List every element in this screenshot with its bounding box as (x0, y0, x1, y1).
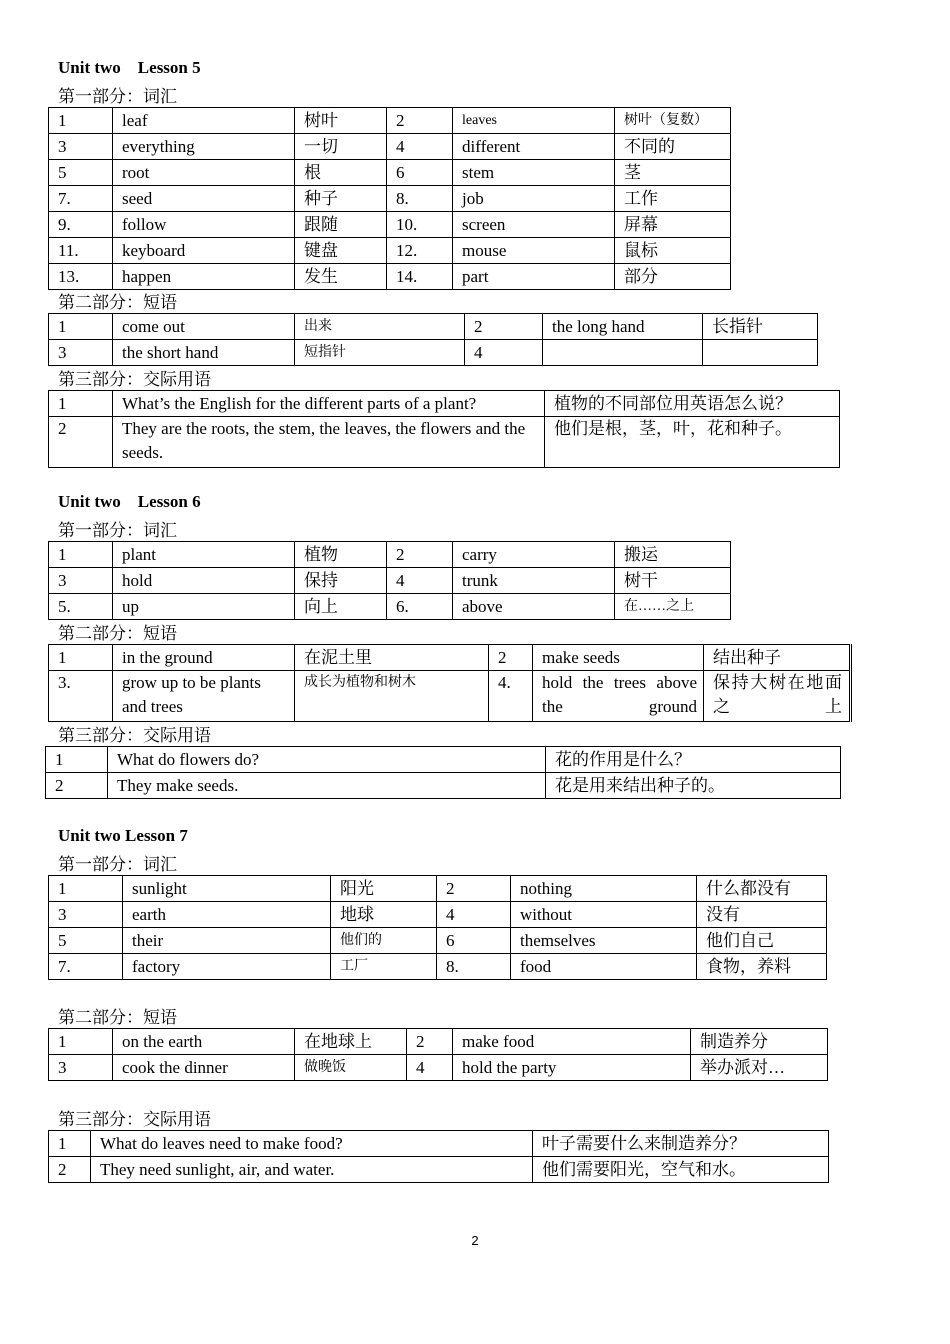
meaning: 保持 (295, 568, 387, 594)
chinese: 植物的不同部位用英语怎么说？ (545, 391, 840, 417)
num: 3 (49, 134, 113, 160)
meaning: 地球 (331, 902, 437, 928)
english: They need sunlight, air, and water. (91, 1157, 533, 1183)
word: leaf (113, 108, 295, 134)
meaning: 什么都没有 (697, 876, 827, 902)
phrase (543, 340, 703, 366)
meaning: 阳光 (331, 876, 437, 902)
word: everything (113, 134, 295, 160)
phrase: grow up to be plants and trees (113, 671, 295, 722)
word: root (113, 160, 295, 186)
word: keyboard (113, 238, 295, 264)
num: 1 (49, 876, 123, 902)
meaning: 向上 (295, 594, 387, 620)
num: 7. (49, 186, 113, 212)
chinese: 花是用来结出种子的。 (546, 773, 841, 799)
table-row (49, 645, 851, 671)
num: 4. (489, 671, 533, 722)
meaning: 制造养分 (691, 1029, 828, 1055)
meaning: 屏幕 (615, 212, 731, 238)
table-row (49, 928, 827, 954)
meaning: 在泥土里 (295, 645, 489, 671)
num: 3 (49, 902, 123, 928)
table-row (49, 314, 818, 340)
num: 14. (387, 264, 453, 290)
meaning: 保持大树在地面之上 (704, 671, 851, 722)
num: 8. (387, 186, 453, 212)
lesson6-dialog-label: 第三部分：交际用语 (58, 726, 211, 745)
english: What do leaves need to make food? (91, 1131, 533, 1157)
num: 1 (49, 1131, 91, 1157)
meaning: 他们的 (331, 928, 437, 954)
table-row (49, 542, 731, 568)
lesson7-vocab-table (48, 875, 827, 980)
meaning: 种子 (295, 186, 387, 212)
word: earth (123, 902, 331, 928)
num: 7. (49, 954, 123, 980)
lesson5-vocab-table (48, 107, 731, 290)
lesson5-phrase-label: 第二部分：短语 (58, 293, 177, 312)
table-row (49, 212, 731, 238)
num: 8. (437, 954, 511, 980)
meaning: 长指针 (703, 314, 818, 340)
lesson7-dialog-table (48, 1130, 829, 1183)
phrase: come out (113, 314, 295, 340)
table-row (49, 391, 840, 417)
table-row (49, 902, 827, 928)
num: 4 (387, 568, 453, 594)
lesson7-title: Unit two Lesson 7 (58, 826, 188, 845)
word: sunlight (123, 876, 331, 902)
num: 4 (407, 1055, 453, 1081)
meaning: 工厂 (331, 954, 437, 980)
table-row (49, 134, 731, 160)
lesson7-phrase-label: 第二部分：短语 (58, 1008, 177, 1027)
lesson7-dialog-label: 第三部分：交际用语 (58, 1110, 211, 1129)
word: stem (453, 160, 615, 186)
num: 6 (437, 928, 511, 954)
num: 2 (489, 645, 533, 671)
lesson6-vocab-table (48, 541, 731, 620)
table-row (49, 186, 731, 212)
num: 1 (49, 645, 113, 671)
num: 4 (387, 134, 453, 160)
meaning: 成长为植物和树木 (295, 671, 489, 722)
word: follow (113, 212, 295, 238)
phrase: make food (453, 1029, 691, 1055)
num: 1 (49, 542, 113, 568)
num: 9. (49, 212, 113, 238)
chinese: 他们需要阳光，空气和水。 (533, 1157, 829, 1183)
word: part (453, 264, 615, 290)
chinese: 他们是根，茎，叶，花和种子。 (545, 417, 840, 468)
num: 2 (437, 876, 511, 902)
table-row (49, 264, 731, 290)
english: What’s the English for the different parts of a plant? (113, 391, 545, 417)
meaning: 发生 (295, 264, 387, 290)
meaning: 不同的 (615, 134, 731, 160)
num: 5 (49, 928, 123, 954)
lesson5-title: Unit two Lesson 5 (58, 58, 201, 77)
word: hold (113, 568, 295, 594)
table-row (49, 417, 840, 468)
meaning: 做晚饭 (295, 1055, 407, 1081)
meaning: 短指针 (295, 340, 465, 366)
word: seed (113, 186, 295, 212)
num: 2 (407, 1029, 453, 1055)
num: 1 (49, 1029, 113, 1055)
meaning: 在……之上 (615, 594, 731, 620)
page-number: 2 (471, 1233, 479, 1248)
num: 4 (437, 902, 511, 928)
meaning: 鼠标 (615, 238, 731, 264)
meaning: 部分 (615, 264, 731, 290)
lesson6-title: Unit two Lesson 6 (58, 492, 201, 511)
word: different (453, 134, 615, 160)
table-row (49, 1055, 828, 1081)
word: plant (113, 542, 295, 568)
word: happen (113, 264, 295, 290)
lesson6-phrase-label: 第二部分：短语 (58, 624, 177, 643)
chinese: 叶子需要什么来制造养分？ (533, 1131, 829, 1157)
lesson6-phrase-table (48, 644, 852, 722)
meaning: 举办派对… (691, 1055, 828, 1081)
word: leaves (453, 108, 615, 134)
num: 2 (465, 314, 543, 340)
table-row (49, 1029, 828, 1055)
word: job (453, 186, 615, 212)
lesson5-vocab-label: 第一部分：词汇 (58, 87, 177, 106)
word: food (511, 954, 697, 980)
meaning: 结出种子 (704, 645, 851, 671)
meaning: 工作 (615, 186, 731, 212)
table-row (49, 160, 731, 186)
num: 1 (49, 391, 113, 417)
phrase: cook the dinner (113, 1055, 295, 1081)
num: 6. (387, 594, 453, 620)
meaning: 键盘 (295, 238, 387, 264)
phrase: hold the trees above the ground (533, 671, 704, 722)
table-row (49, 594, 731, 620)
meaning: 没有 (697, 902, 827, 928)
num: 5. (49, 594, 113, 620)
lesson7-vocab-label: 第一部分：词汇 (58, 855, 177, 874)
meaning: 食物，养料 (697, 954, 827, 980)
phrase: the long hand (543, 314, 703, 340)
english: They are the roots, the stem, the leaves, the flowers and the seeds. (113, 417, 545, 468)
num: 12. (387, 238, 453, 264)
phrase: in the ground (113, 645, 295, 671)
meaning: 他们自己 (697, 928, 827, 954)
num: 1 (46, 747, 108, 773)
word: mouse (453, 238, 615, 264)
lesson6-vocab-label: 第一部分：词汇 (58, 521, 177, 540)
word: without (511, 902, 697, 928)
num: 3 (49, 1055, 113, 1081)
num: 2 (49, 417, 113, 468)
english: They make seeds. (108, 773, 546, 799)
num: 11. (49, 238, 113, 264)
word: trunk (453, 568, 615, 594)
num: 2 (387, 542, 453, 568)
meaning: 树叶 (295, 108, 387, 134)
table-row (49, 1131, 829, 1157)
num: 3. (49, 671, 113, 722)
phrase: the short hand (113, 340, 295, 366)
lesson7-phrase-table (48, 1028, 828, 1081)
num: 6 (387, 160, 453, 186)
num: 3 (49, 340, 113, 366)
table-row (49, 340, 818, 366)
meaning: 跟随 (295, 212, 387, 238)
num: 1 (49, 108, 113, 134)
table-row (46, 747, 841, 773)
word: above (453, 594, 615, 620)
meaning: 树叶（复数） (615, 108, 731, 134)
phrase: make seeds (533, 645, 704, 671)
num: 2 (49, 1157, 91, 1183)
phrase: on the earth (113, 1029, 295, 1055)
lesson6-dialog-table (45, 746, 841, 799)
meaning: 在地球上 (295, 1029, 407, 1055)
phrase: hold the party (453, 1055, 691, 1081)
num: 1 (49, 314, 113, 340)
word: themselves (511, 928, 697, 954)
num: 10. (387, 212, 453, 238)
table-row (49, 568, 731, 594)
num: 13. (49, 264, 113, 290)
table-row (49, 108, 731, 134)
lesson5-phrase-table (48, 313, 818, 366)
word: carry (453, 542, 615, 568)
word: factory (123, 954, 331, 980)
table-row (46, 773, 841, 799)
table-row (49, 1157, 829, 1183)
table-row (49, 238, 731, 264)
table-row (49, 671, 851, 722)
num: 5 (49, 160, 113, 186)
table-row (49, 876, 827, 902)
table-row (49, 954, 827, 980)
lesson5-dialog-label: 第三部分：交际用语 (58, 370, 211, 389)
meaning: 出来 (295, 314, 465, 340)
word: nothing (511, 876, 697, 902)
word: up (113, 594, 295, 620)
num: 4 (465, 340, 543, 366)
word: screen (453, 212, 615, 238)
chinese: 花的作用是什么？ (546, 747, 841, 773)
meaning: 植物 (295, 542, 387, 568)
meaning: 茎 (615, 160, 731, 186)
num: 3 (49, 568, 113, 594)
word: their (123, 928, 331, 954)
meaning: 树干 (615, 568, 731, 594)
english: What do flowers do? (108, 747, 546, 773)
meaning: 一切 (295, 134, 387, 160)
num: 2 (46, 773, 108, 799)
lesson5-dialog-table (48, 390, 840, 468)
meaning: 搬运 (615, 542, 731, 568)
meaning (703, 340, 818, 366)
meaning: 根 (295, 160, 387, 186)
num: 2 (387, 108, 453, 134)
